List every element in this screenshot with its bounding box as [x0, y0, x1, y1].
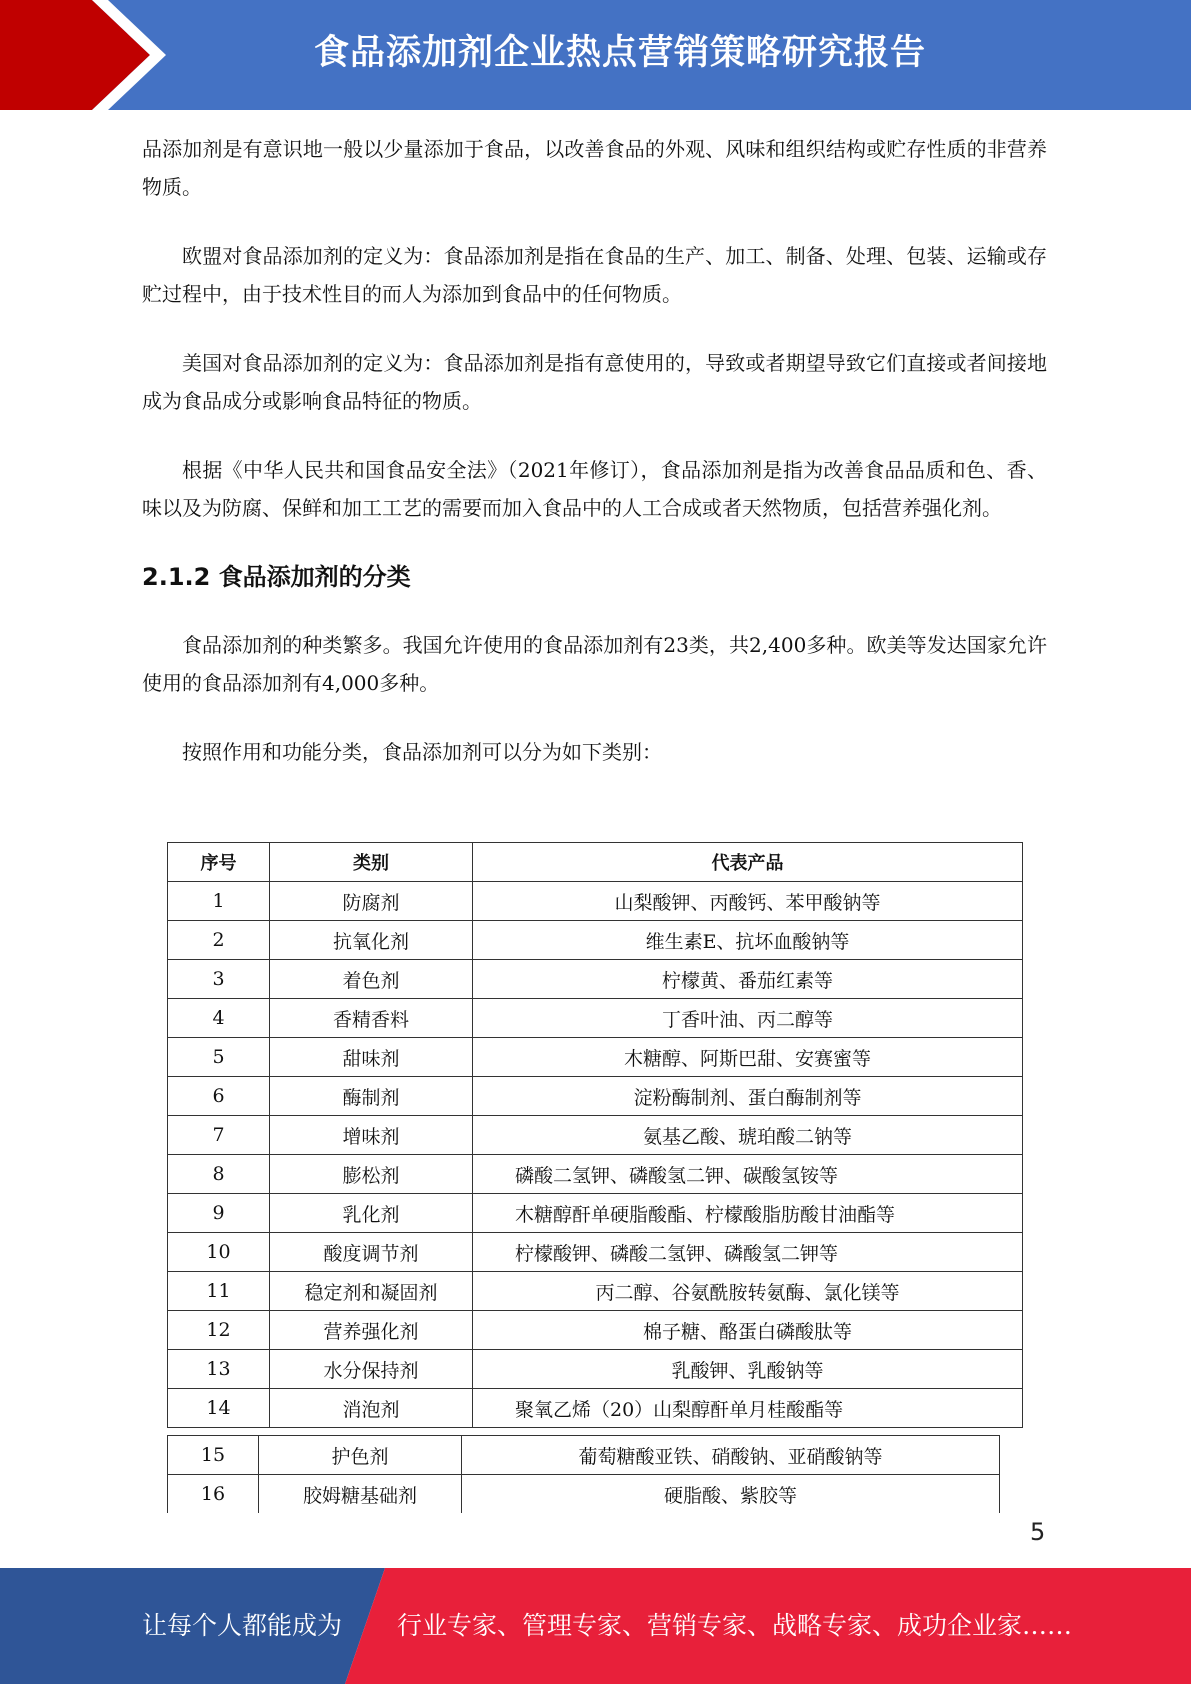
row-number: 10 — [168, 1233, 270, 1272]
row-products: 木糖醇、阿斯巴甜、安赛蜜等 — [473, 1038, 1023, 1077]
classification-table-continued — [167, 1435, 1000, 1513]
row-number: 2 — [168, 921, 270, 960]
table-row — [168, 1389, 1023, 1428]
row-category: 防腐剂 — [270, 882, 473, 921]
paragraph-variety: 食品添加剂的种类繁多。我国允许使用的食品添加剂有23类，共2,400多种。欧美等发达国家允许使用的食品添加剂有4,000多种。 — [142, 633, 1047, 695]
row-category: 乳化剂 — [270, 1194, 473, 1233]
row-number: 3 — [168, 960, 270, 999]
report-title: 食品添加剂企业热点营销策略研究报告 — [313, 33, 926, 73]
classification-table — [167, 842, 1023, 1428]
row-products: 木糖醇酐单硬脂酸酯、柠檬酸脂肪酸甘油酯等 — [473, 1194, 1023, 1233]
row-number: 16 — [168, 1475, 259, 1514]
table-header-row — [168, 843, 1023, 882]
row-category: 稳定剂和凝固剂 — [270, 1272, 473, 1311]
table-row — [168, 1311, 1023, 1350]
table-row — [168, 960, 1023, 999]
table-row — [168, 1233, 1023, 1272]
row-category: 甜味剂 — [270, 1038, 473, 1077]
row-category: 营养强化剂 — [270, 1311, 473, 1350]
row-number: 4 — [168, 999, 270, 1038]
row-products: 山梨酸钾、丙酸钙、苯甲酸钠等 — [473, 882, 1023, 921]
row-products: 棉子糖、酪蛋白磷酸肽等 — [473, 1311, 1023, 1350]
table-row — [168, 1350, 1023, 1389]
header-number: 序号 — [168, 843, 270, 882]
row-products: 乳酸钾、乳酸钠等 — [473, 1350, 1023, 1389]
paragraph-classification-intro: 按照作用和功能分类，食品添加剂可以分为如下类别： — [182, 740, 662, 764]
table-row — [168, 1436, 1000, 1475]
table-row — [168, 1272, 1023, 1311]
row-category: 香精香料 — [270, 999, 473, 1038]
footer-slogan-left: 让每个人都能成为 — [142, 1611, 343, 1640]
row-number: 9 — [168, 1194, 270, 1233]
row-category: 酸度调节剂 — [270, 1233, 473, 1272]
row-number: 15 — [168, 1436, 259, 1475]
header-products: 代表产品 — [473, 843, 1023, 882]
footer-banner — [0, 1568, 1191, 1684]
body-content — [142, 130, 1047, 802]
table-row — [168, 1155, 1023, 1194]
row-products: 聚氧乙烯（20）山梨醇酐单月桂酸酯等 — [473, 1389, 1023, 1428]
table-row — [168, 1077, 1023, 1116]
table-row — [168, 921, 1023, 960]
paragraph-definition-us: 美国对食品添加剂的定义为：食品添加剂是指有意使用的，导致或者期望导致它们直接或者间接地成为食品成分或影响食品特征的物质。 — [142, 351, 1047, 413]
row-category: 水分保持剂 — [270, 1350, 473, 1389]
row-number: 5 — [168, 1038, 270, 1077]
row-products: 硬脂酸、紫胶等 — [462, 1475, 1000, 1514]
row-category: 增味剂 — [270, 1116, 473, 1155]
row-category: 胶姆糖基础剂 — [259, 1475, 462, 1514]
row-number: 8 — [168, 1155, 270, 1194]
row-number: 11 — [168, 1272, 270, 1311]
row-category: 着色剂 — [270, 960, 473, 999]
paragraph-definition-general: 品添加剂是有意识地一般以少量添加于食品，以改善食品的外观、风味和组织结构或贮存性质的非营养物质。 — [142, 137, 1047, 199]
row-category: 护色剂 — [259, 1436, 462, 1475]
section-heading: 2.1.2 食品添加剂的分类 — [142, 563, 411, 591]
row-products: 丙二醇、谷氨酰胺转氨酶、氯化镁等 — [473, 1272, 1023, 1311]
row-products: 磷酸二氢钾、磷酸氢二钾、碳酸氢铵等 — [473, 1155, 1023, 1194]
paragraph-definition-china: 根据《中华人民共和国食品安全法》（2021年修订），食品添加剂是指为改善食品品质和色、香、味以及为防腐、保鲜和加工工艺的需要而加入食品中的人工合成或者天然物质，包括营养强化剂。 — [142, 458, 1047, 520]
row-products: 葡萄糖酸亚铁、硝酸钠、亚硝酸钠等 — [462, 1436, 1000, 1475]
row-category: 消泡剂 — [270, 1389, 473, 1428]
row-number: 13 — [168, 1350, 270, 1389]
table-row — [168, 1116, 1023, 1155]
row-products: 柠檬酸钾、磷酸二氢钾、磷酸氢二钾等 — [473, 1233, 1023, 1272]
row-products: 丁香叶油、丙二醇等 — [473, 999, 1023, 1038]
row-products: 氨基乙酸、琥珀酸二钠等 — [473, 1116, 1023, 1155]
table-row — [168, 999, 1023, 1038]
header-category: 类别 — [270, 843, 473, 882]
row-category: 抗氧化剂 — [270, 921, 473, 960]
table-row — [168, 882, 1023, 921]
row-number: 6 — [168, 1077, 270, 1116]
row-number: 12 — [168, 1311, 270, 1350]
table-row — [168, 1038, 1023, 1077]
header-banner — [0, 0, 1191, 110]
table-row — [168, 1194, 1023, 1233]
row-category: 膨松剂 — [270, 1155, 473, 1194]
page-number: 5 — [1030, 1518, 1046, 1546]
table-row — [168, 1475, 1000, 1514]
row-products: 维生素E、抗坏血酸钠等 — [473, 921, 1023, 960]
footer-slogan-right: 行业专家、管理专家、营销专家、战略专家、成功企业家…… — [397, 1611, 1073, 1640]
paragraph-definition-eu: 欧盟对食品添加剂的定义为：食品添加剂是指在食品的生产、加工、制备、处理、包装、运输或存贮过程中，由于技术性目的而人为添加到食品中的任何物质。 — [142, 244, 1047, 306]
row-number: 1 — [168, 882, 270, 921]
row-products: 柠檬黄、番茄红素等 — [473, 960, 1023, 999]
row-category: 酶制剂 — [270, 1077, 473, 1116]
row-products: 淀粉酶制剂、蛋白酶制剂等 — [473, 1077, 1023, 1116]
row-number: 14 — [168, 1389, 270, 1428]
row-number: 7 — [168, 1116, 270, 1155]
